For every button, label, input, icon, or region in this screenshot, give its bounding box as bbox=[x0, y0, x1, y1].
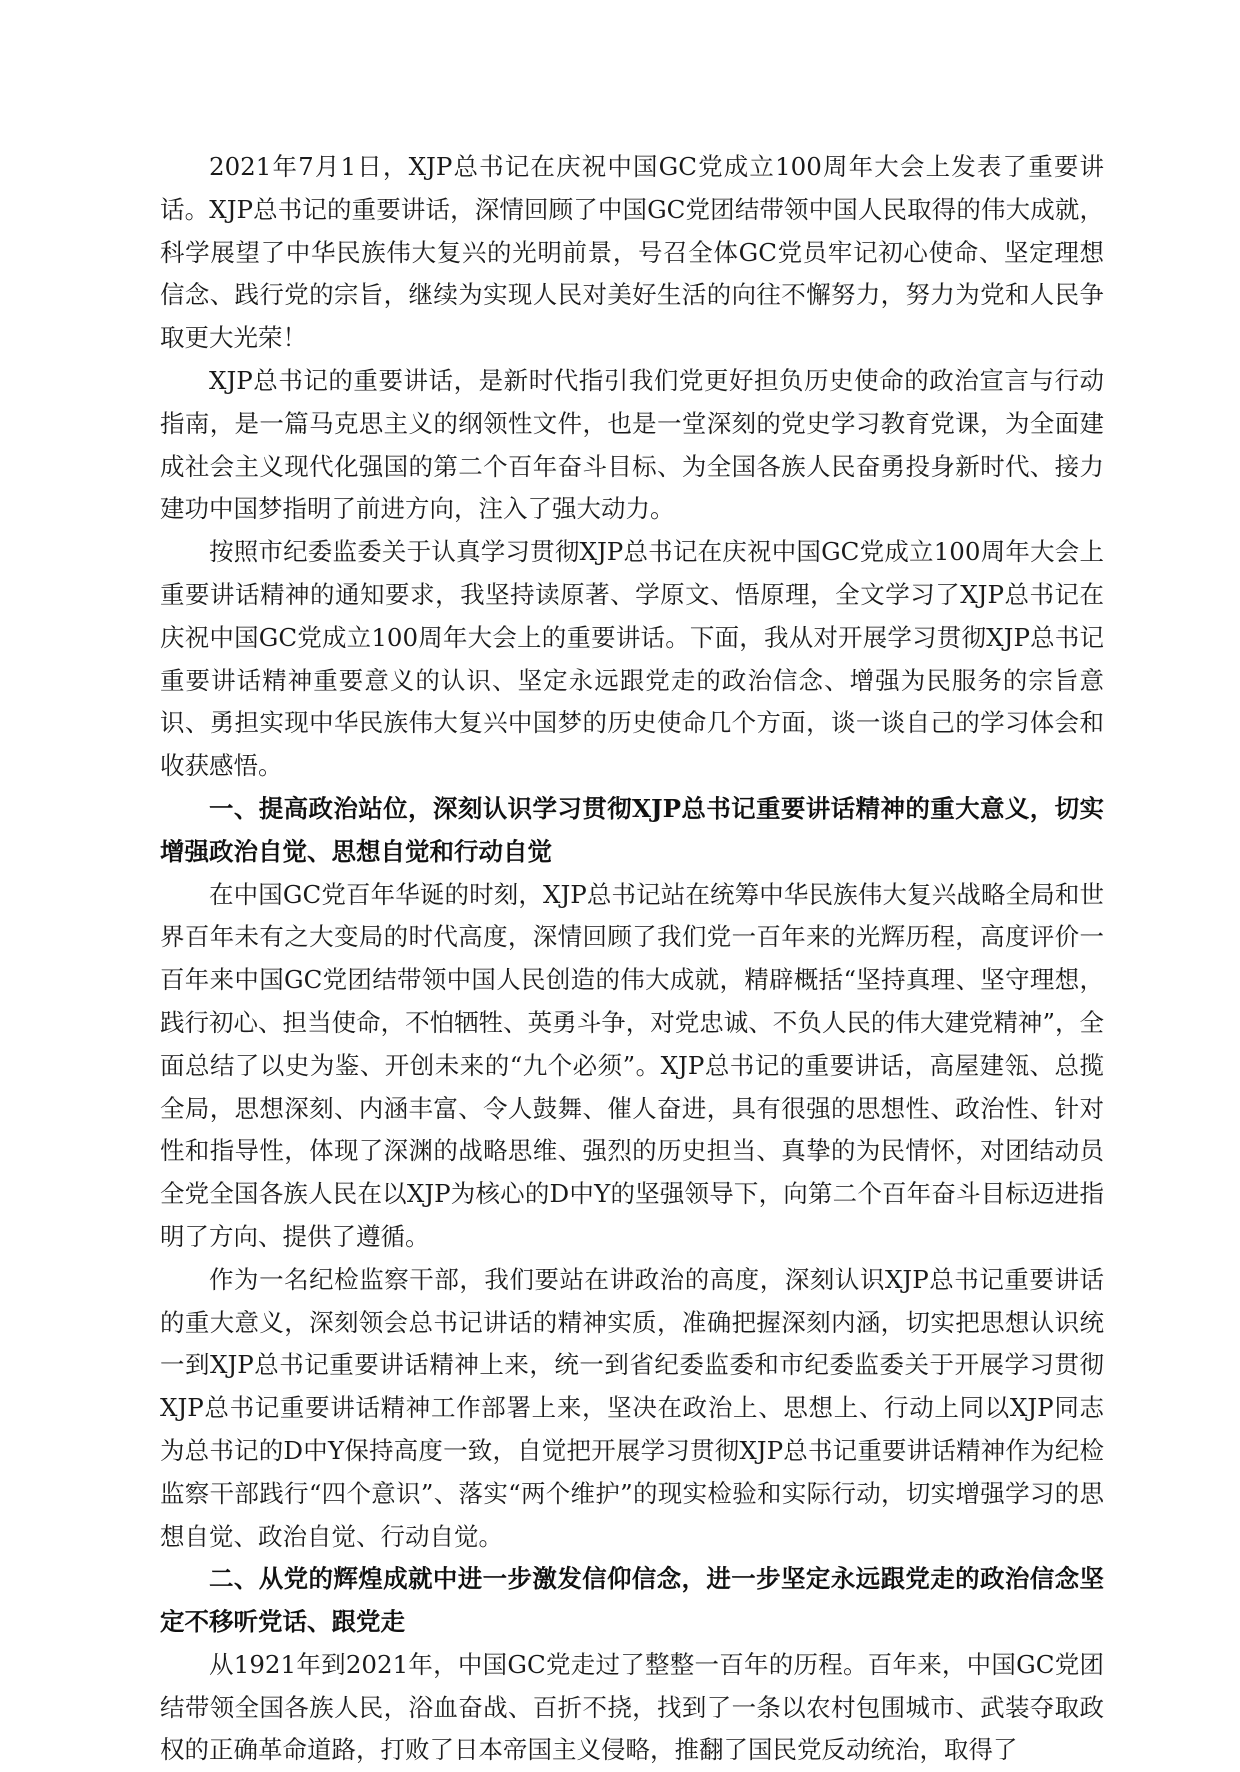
paragraph-intro: 2021年7月1日，XJP总书记在庆祝中国GC党成立100周年大会上发表了重要讲话。XJP总书记的重要讲话，深情回顾了中国GC党团结带领中国人民取得的伟大成就，科学展望了中华民族伟大复兴的光明前景，号召全体GC党员牢记初心使命、坚定理想信念、践行党的宗旨，继续为实现人民对美好生活的向往不懈努力，努力为党和人民争取更大光荣！ bbox=[160, 152, 1104, 353]
paragraph-discipline-cadre: 作为一名纪检监察干部，我们要站在讲政治的高度，深刻认识XJP总书记重要讲话的重大意义，深刻领会总书记讲话的精神实质，准确把握深刻内涵，切实把思想认识统一到XJP总书记重要讲话精神上来，统一到省纪委监委和市纪委监委关于开展学习贯彻XJP总书记重要讲话精神工作部署上来，坚决在政治上、思想上、行动上同以XJP同志为总书记的D中Y保持高度一致，自觉把开展学习贯彻XJP总书记重要讲话精神作为纪检监察干部践行“四个意识”、落实“两个维护”的现实检验和实际行动，切实增强学习的思想自觉、政治自觉、行动自觉。 bbox=[160, 1264, 1104, 1551]
paragraph-speech-significance: XJP总书记的重要讲话，是新时代指引我们党更好担负历史使命的政治宣言与行动指南，是一篇马克思主义的纲领性文件，也是一堂深刻的党史学习教育党课，为全面建成社会主义现代化强国的第二个百年奋斗目标、为全国各族人民奋勇投身新时代、接力建功中国梦指明了前进方向，注入了强大动力。 bbox=[160, 365, 1104, 524]
section-heading-1: 一、提高政治站位，深刻认识学习贯彻XJP总书记重要讲话精神的重大意义，切实增强政治自觉、思想自觉和行动自觉 bbox=[160, 793, 1104, 866]
paragraph-history: 从1921年到2021年，中国GC党走过了整整一百年的历程。百年来，中国GC党团结带领全国各族人民，浴血奋战、百折不挠，找到了一条以农村包围城市、武装夺取政权的正确革命道路，打败了日本帝国主义侵略，推翻了国民党反动统治，取得了 bbox=[160, 1649, 1104, 1765]
paragraph-study-requirements: 按照市纪委监委关于认真学习贯彻XJP总书记在庆祝中国GC党成立100周年大会上重要讲话精神的通知要求，我坚持读原著、学原文、悟原理，全文学习了XJP总书记在庆祝中国GC党成立100周年大会上的重要讲话。下面，我从对开展学习贯彻XJP总书记重要讲话精神重要意义的认识、坚定永远跟党走的政治信念、增强为民服务的宗旨意识、勇担实现中华民族伟大复兴中国梦的历史使命几个方面，谈一谈自己的学习体会和收获感悟。 bbox=[160, 537, 1104, 781]
paragraph-centenary: 在中国GC党百年华诞的时刻，XJP总书记站在统筹中华民族伟大复兴战略全局和世界百年未有之大变局的时代高度，深情回顾了我们党一百年来的光辉历程，高度评价一百年来中国GC党团结带领中国人民创造的伟大成就，精辟概括“坚持真理、坚守理想，践行初心、担当使命，不怕牺牲、英勇斗争，对党忠诚、不负人民的伟大建党精神”，全面总结了以史为鉴、开创未来的“九个必须”。XJP总书记的重要讲话，高屋建瓴、总揽全局，思想深刻、内涵丰富、令人鼓舞、催人奋进，具有很强的思想性、政治性、针对性和指导性，体现了深渊的战略思维、强烈的历史担当、真挚的为民情怀，对团结动员全党全国各族人民在以XJP为核心的D中Y的坚强领导下，向第二个百年奋斗目标迈进指明了方向、提供了遵循。 bbox=[160, 879, 1104, 1251]
section-heading-2: 二、从党的辉煌成就中进一步激发信仰信念，进一步坚定永远跟党走的政治信念坚定不移听党话、跟党走 bbox=[160, 1564, 1104, 1637]
document-body bbox=[160, 146, 1104, 1772]
